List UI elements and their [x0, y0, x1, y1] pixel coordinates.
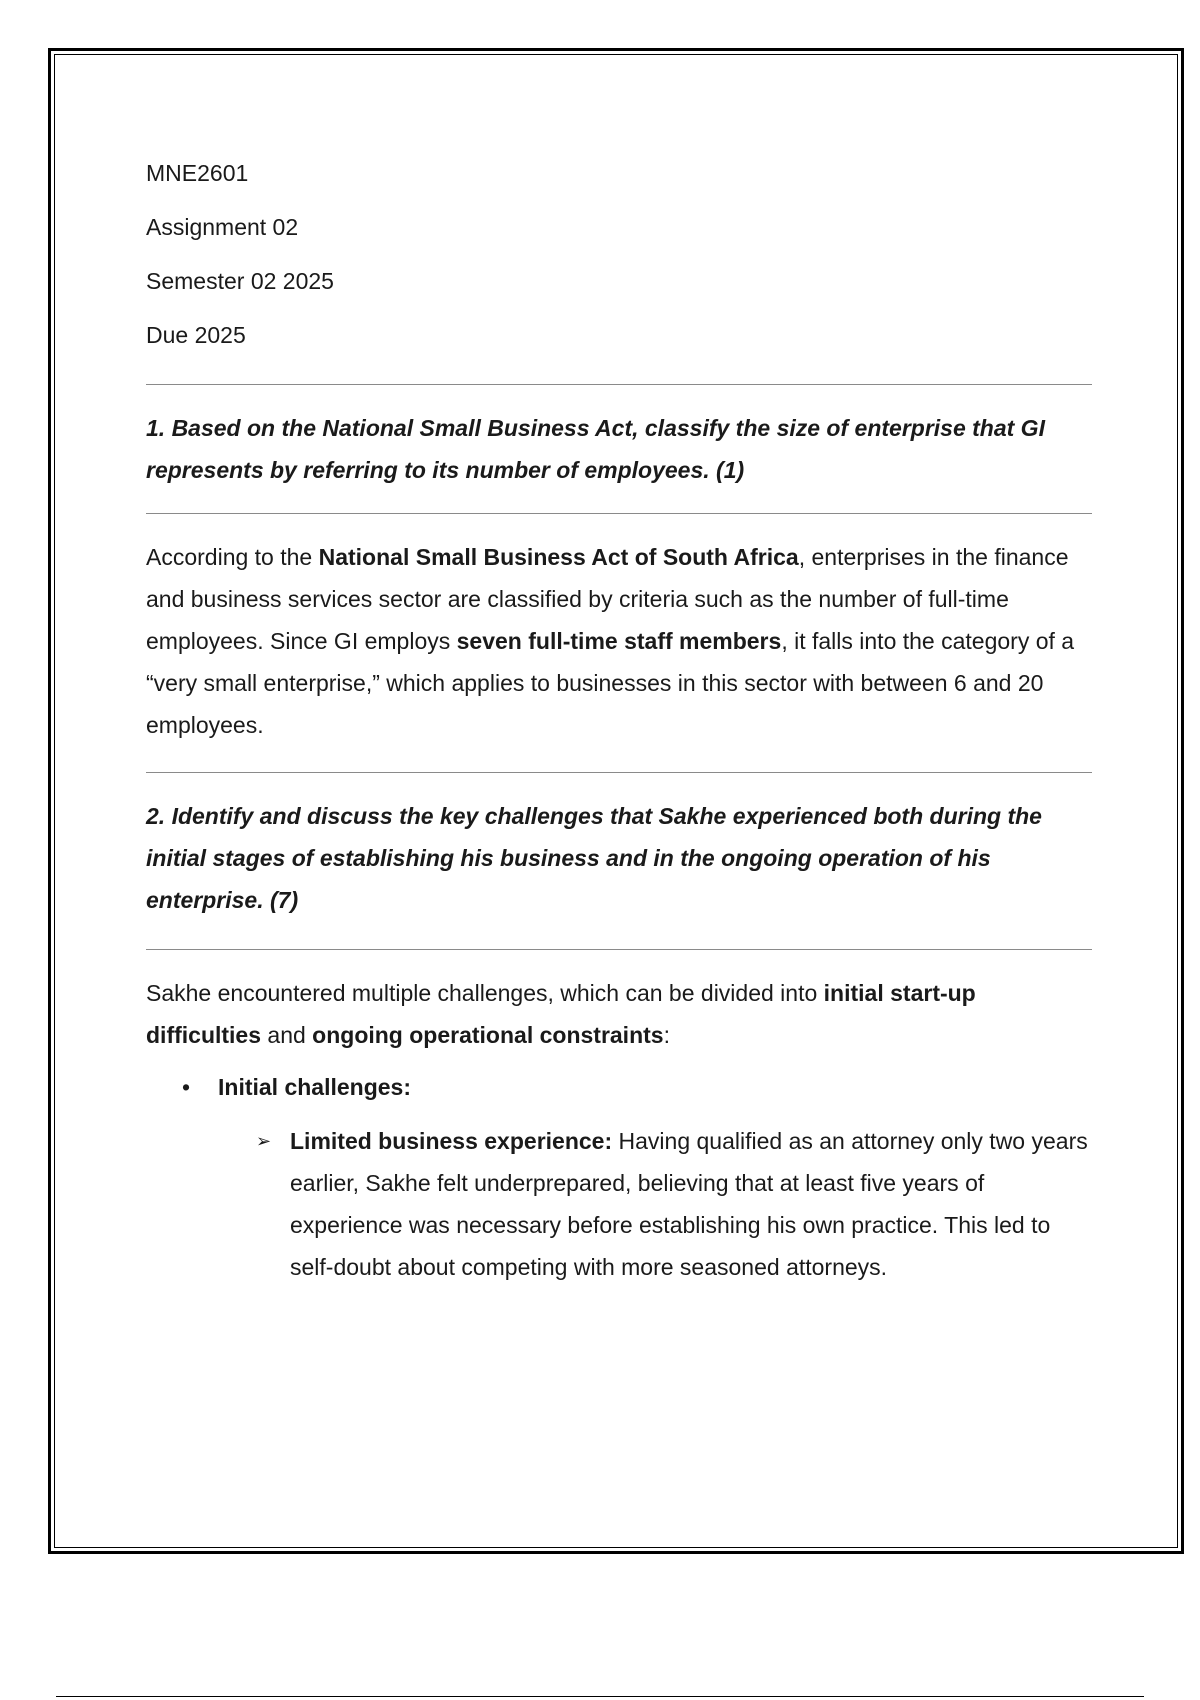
due-date: Due 2025 — [146, 322, 246, 348]
answer-2-text: : — [663, 1022, 670, 1048]
semester: Semester 02 2025 — [146, 268, 334, 294]
question-2: 2. Identify and discuss the key challenges that Sakhe experienced both during the initial stages of establishing his business and in the ongoing operation of his enterprise. (7) — [146, 803, 1042, 913]
sub-item-title: Limited business experience: — [290, 1128, 613, 1154]
bullet-icon: • — [182, 1074, 191, 1100]
answer-1-text: , enterprises in the finance and business services sector are classified by criteria such as the number of full-time employees. Since GI employs — [146, 544, 1069, 654]
document-body — [146, 152, 1092, 1288]
list-item — [146, 1066, 1092, 1108]
course-code: MNE2601 — [146, 160, 249, 186]
divider — [146, 772, 1092, 773]
answer-1-text: , it falls into the category of a “very small enterprise,” which applies to businesses in this sector with between 6 and 20 employees. — [146, 628, 1075, 738]
bullet-label: Initial challenges: — [218, 1074, 411, 1100]
answer-2-text: and — [261, 1022, 313, 1048]
answer-2-intro — [146, 972, 1092, 1056]
question-1: 1. Based on the National Small Business Act, classify the size of enterprise that GI represents by referring to its number of employees. (1) — [146, 415, 1045, 483]
sub-item-text: Having qualified as an attorney only two years earlier, Sakhe felt underprepared, believing that at least five years of experience was necessary before establishing his own practice. This led to self-doubt about competing with more seasoned attorneys. — [290, 1128, 1088, 1280]
arrow-bullet-icon: ➢ — [256, 1131, 272, 1151]
answer-2-bold: initial start-up difficulties — [146, 980, 976, 1048]
divider — [146, 384, 1092, 385]
assignment-number: Assignment 02 — [146, 214, 299, 240]
bottom-rule — [56, 1696, 1144, 1697]
answer-2-text: Sakhe encountered multiple challenges, which can be divided into — [146, 980, 824, 1006]
answer-1-bold: seven full-time staff members — [456, 628, 782, 654]
divider — [146, 949, 1092, 950]
answer-1 — [146, 536, 1092, 746]
challenges-list — [146, 1066, 1092, 1288]
answer-2-bold: ongoing operational constraints — [312, 1022, 664, 1048]
answer-1-text: According to the — [146, 544, 319, 570]
answer-1-bold: National Small Business Act of South Africa — [318, 544, 799, 570]
sub-list-item — [146, 1120, 1092, 1288]
divider — [146, 513, 1092, 514]
